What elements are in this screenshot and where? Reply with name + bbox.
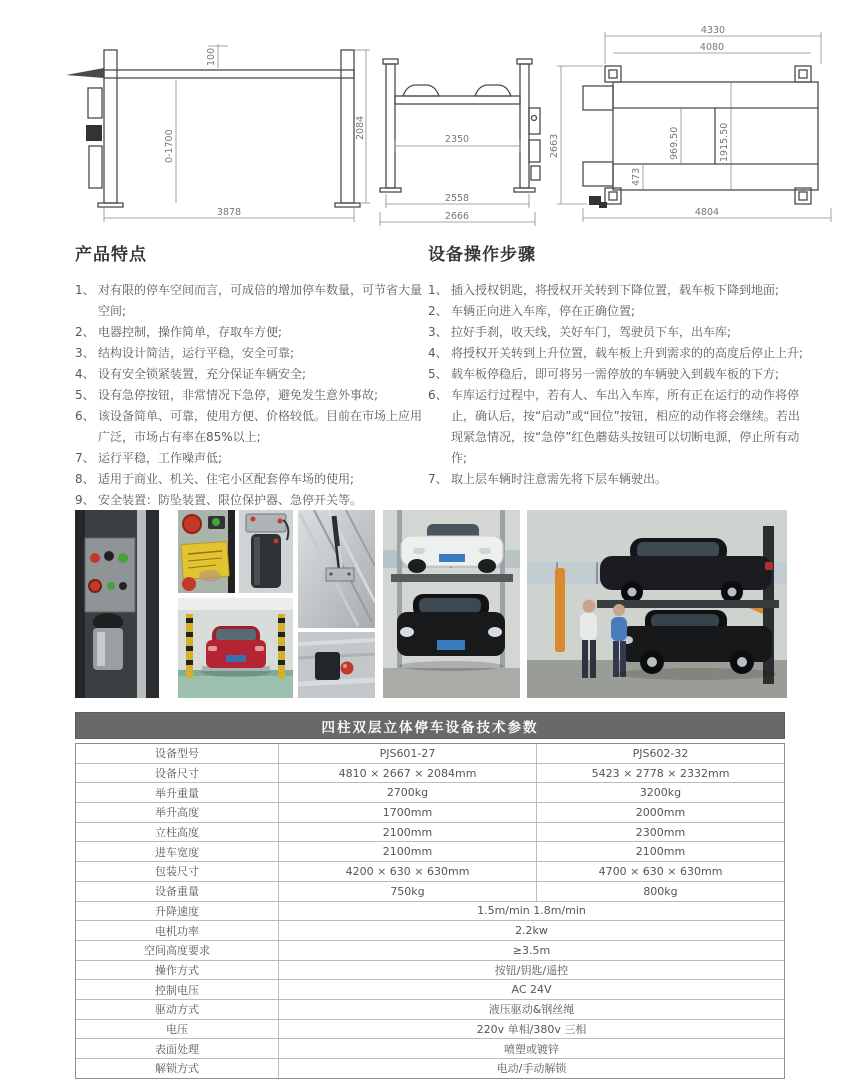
step-item: 4、 将授权开关转到上升位置，载车板上升到需求的的高度后停止上升;	[428, 346, 804, 360]
spec-table-body	[75, 743, 785, 1079]
spec-value: 2300mm	[536, 823, 784, 842]
spec-value: 3200kg	[536, 783, 784, 802]
spec-value: 4200 × 630 × 630mm	[278, 862, 536, 881]
spec-value: 4810 × 2667 × 2084mm	[278, 764, 536, 783]
feature-item: 7、 运行平稳，工作噪声低;	[75, 451, 223, 465]
steps-title: 设备操作步骤	[428, 245, 536, 265]
spec-label: 电机功率	[155, 924, 199, 938]
photo-emergency-buttons	[178, 510, 235, 593]
spec-value: 2100mm	[536, 842, 784, 861]
dim-label: 1915.50	[719, 122, 730, 162]
spec-label: 举升重量	[155, 786, 199, 800]
spec-value: 4700 × 630 × 630mm	[536, 862, 784, 881]
spec-value: 2100mm	[278, 842, 536, 861]
step-item: 1、 插入授权钥匙，将授权开关转到下降位置，载车板下降到地面;	[428, 283, 780, 297]
spec-value: 电动/手动解锁	[278, 1059, 784, 1078]
feature-item: 8、 适用于商业、机关、住宅小区配套停车场的使用;	[75, 472, 355, 486]
spec-label: 空间高度要求	[144, 944, 210, 958]
spec-value: 液压驱动&钢丝绳	[278, 1000, 784, 1019]
spec-value: 750kg	[278, 882, 536, 901]
spec-label: 举升高度	[155, 806, 199, 820]
table-row	[76, 901, 784, 921]
feature-item: 2、 电器控制，操作简单，存取车方便;	[75, 325, 283, 339]
spec-value: 800kg	[536, 882, 784, 901]
dim-label: 473	[631, 167, 642, 186]
feature-item: 9、 安全装置：防坠装置、限位保护器、急停开关等。	[75, 493, 363, 507]
table-row	[76, 744, 784, 763]
table-row	[76, 979, 784, 999]
spec-label: 操作方式	[155, 963, 199, 977]
photo-stacked-white-black-cars	[383, 510, 520, 698]
dim-label: 0-1700	[164, 129, 175, 163]
photo-control-panel	[75, 510, 159, 698]
steps-section	[428, 240, 808, 490]
spec-label: 设备重量	[155, 885, 199, 899]
spec-value: AC 24V	[278, 980, 784, 999]
dim-label: 2666	[444, 211, 470, 222]
feature-item: 6、 该设备简单、可靠，使用方便、价格较低。目前在市场上应用广泛，市场占有率在85%以上;	[75, 409, 423, 444]
spec-value: 2700kg	[278, 783, 536, 802]
features-section	[75, 240, 427, 511]
step-item: 6、 车库运行过程中，若有人、车出入车库，所有正在运行的动作将停止，确认后，按“启动”或“回位”按钮，相应的动作将会继续。若出现紧急情况，按“急停”红色蘑菇头按钮可以切断电源，停止所有动作;	[428, 388, 800, 465]
table-row	[76, 1058, 784, 1078]
spec-value: PJS601-27	[278, 744, 536, 763]
dim-label: 3878	[216, 207, 242, 218]
dim-label: 2350	[444, 134, 470, 145]
spec-value: 2100mm	[278, 823, 536, 842]
table-row	[76, 802, 784, 822]
table-row	[76, 1038, 784, 1058]
table-row	[76, 920, 784, 940]
spec-label: 解锁方式	[155, 1062, 199, 1076]
spec-table	[75, 712, 785, 1079]
feature-item: 4、 设有安全锁紧装置，充分保证车辆安全;	[75, 367, 307, 381]
spec-label: 进车宽度	[155, 845, 199, 859]
spec-label: 升降速度	[155, 904, 199, 918]
photo-platform-underside	[298, 510, 375, 628]
spec-value: 1700mm	[278, 803, 536, 822]
spec-value: 1.5m/min 1.8m/min	[278, 902, 784, 921]
diagram-side-view	[58, 28, 378, 230]
spec-label: 立柱高度	[155, 826, 199, 840]
step-item: 2、 车辆正向进入车库，停在正确位置;	[428, 304, 636, 318]
dim-label: 4330	[700, 25, 726, 36]
spec-value: 2.2kw	[278, 921, 784, 940]
feature-item: 3、 结构设计简洁，运行平稳，安全可靠;	[75, 346, 295, 360]
spec-value: PJS602-32	[536, 744, 784, 763]
spec-value: 220v 单相/380v 三相	[278, 1020, 784, 1039]
spec-label: 设备尺寸	[155, 767, 199, 781]
step-item: 7、 取上层车辆时注意需先将下层车辆驶出。	[428, 472, 668, 486]
corner-post-pads	[589, 66, 811, 208]
diagram-front-view	[370, 28, 546, 230]
table-row	[76, 861, 784, 881]
photo-lock-mechanism	[298, 632, 375, 698]
dim-label: 4804	[694, 207, 720, 218]
spec-label: 设备型号	[155, 747, 199, 761]
spec-value: 按钮/钥匙/遥控	[278, 961, 784, 980]
step-item: 5、 载车板停稳后，即可将另一需停放的车辆驶入到载车板的下方;	[428, 367, 780, 381]
step-item: 3、 拉好手刹，收天线，关好车门，驾驶员下车，出车库;	[428, 325, 732, 339]
photo-red-car-on-lift	[178, 598, 293, 698]
table-row	[76, 782, 784, 802]
table-row	[76, 822, 784, 842]
table-row	[76, 960, 784, 980]
dim-label: 2084	[355, 115, 366, 140]
spec-label: 包装尺寸	[155, 865, 199, 879]
spec-value: ≥3.5m	[278, 941, 784, 960]
diagram-top-view	[543, 20, 845, 230]
dim-label: 100	[206, 47, 217, 66]
lock-release-lever	[66, 68, 104, 78]
spec-value: 喷塑或镀锌	[278, 1039, 784, 1058]
dim-label: 4080	[699, 42, 725, 53]
dim-label: 2663	[549, 133, 560, 158]
photo-hydraulic-unit	[239, 510, 293, 593]
spec-label: 驱动方式	[155, 1003, 199, 1017]
feature-item: 1、 对有限的停车空间而言，可成倍的增加停车数量，可节省大量空间;	[75, 283, 423, 318]
table-row	[76, 1019, 784, 1039]
table-row	[76, 999, 784, 1019]
spec-value: 2000mm	[536, 803, 784, 822]
spec-table-title: 四柱双层立体停车设备技术参数	[75, 712, 785, 739]
dim-label: 2558	[444, 193, 470, 204]
spec-label: 表面处理	[155, 1042, 199, 1056]
feature-item: 5、 设有急停按钮，非常情况下急停，避免发生意外事故;	[75, 388, 379, 402]
spec-value: 5423 × 2778 × 2332mm	[536, 764, 784, 783]
spec-label: 控制电压	[155, 983, 199, 997]
features-title: 产品特点	[75, 245, 147, 265]
photo-double-deck-parking	[527, 510, 787, 698]
table-row	[76, 940, 784, 960]
spec-label: 电压	[166, 1022, 188, 1036]
table-row	[76, 841, 784, 861]
dim-label: 969.50	[669, 126, 680, 160]
table-row	[76, 881, 784, 901]
table-row	[76, 763, 784, 783]
